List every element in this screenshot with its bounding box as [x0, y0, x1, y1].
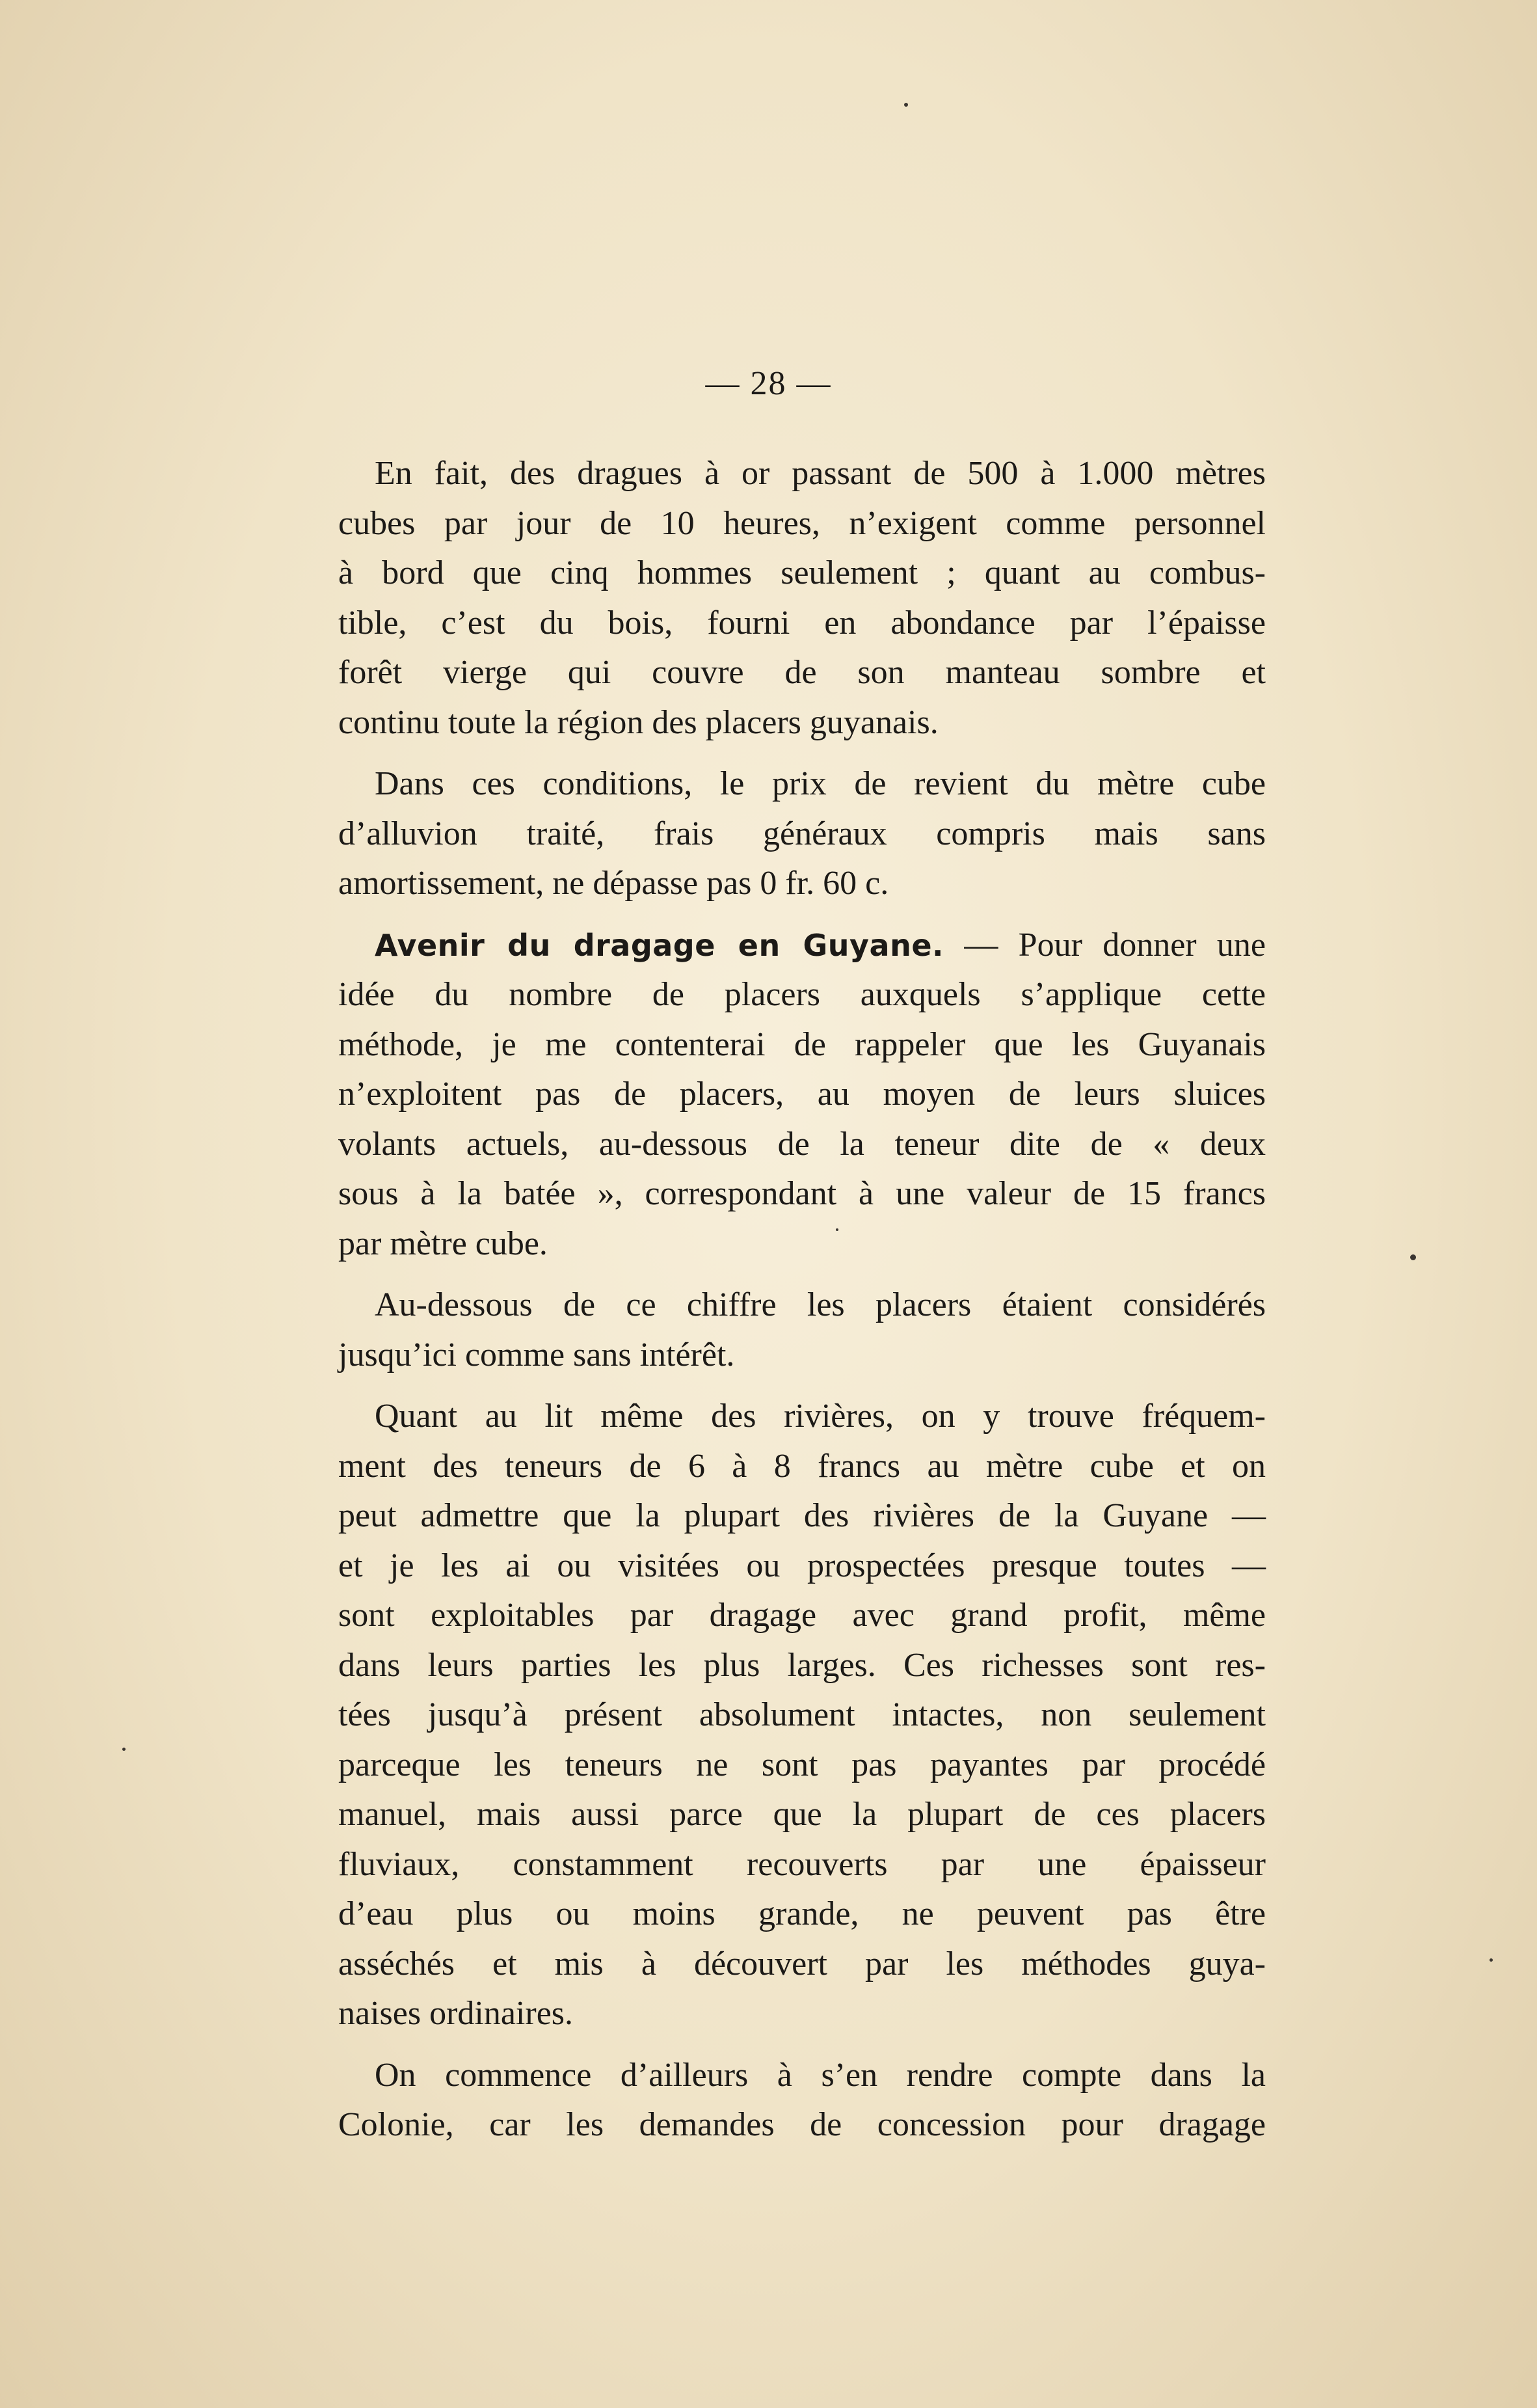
text-line: et je les ai ou visitées ou prospectées presque toutes —: [338, 1547, 1266, 1584]
paper-speck: [122, 1748, 126, 1751]
text-line: ment des teneurs de 6 à 8 francs au mètre cube et on: [338, 1447, 1266, 1485]
text-line: sous à la batée », correspondant à une valeur de 15 francs: [338, 1175, 1266, 1212]
body-text: [338, 449, 1266, 2162]
text-line: d’eau plus ou moins grande, ne peuvent pas être: [338, 1895, 1266, 1932]
text-line: manuel, mais aussi parce que la plupart de ces placers: [338, 1796, 1266, 1833]
text-line: cubes par jour de 10 heures, n’exigent comme personnel: [338, 504, 1266, 542]
paragraph-1: [338, 449, 1266, 748]
paragraph-6: [338, 2051, 1266, 2150]
section-heading: Avenir du dragage en Guyane.: [375, 927, 944, 963]
text-line: idée du nombre de placers auxquels s’applique cette: [338, 976, 1266, 1013]
text-line: dans leurs parties les plus larges. Ces richesses sont res-: [338, 1646, 1266, 1684]
text-line: peut admettre que la plupart des rivières de la Guyane —: [338, 1497, 1266, 1534]
paper-speck: [904, 103, 908, 107]
text-line: continu toute la région des placers guyanais.: [338, 703, 939, 741]
paragraph-4: [338, 1280, 1266, 1380]
text-line: jusqu’ici comme sans intérêt.: [338, 1336, 735, 1373]
text-line: Quant au lit même des rivières, on y trouve fréquem-: [375, 1398, 1266, 1435]
text-line: sont exploitables par dragage avec grand profit, même: [338, 1597, 1266, 1634]
text-run: — Pour donner une: [964, 926, 1266, 964]
text-line: d’alluvion traité, frais généraux compris mais sans: [338, 815, 1266, 852]
text-line: fluviaux, constamment recouverts par une épaisseur: [338, 1845, 1266, 1883]
paragraph-3: [338, 921, 1266, 1269]
text-line: Au-dessous de ce chiffre les placers étaient considérés: [375, 1286, 1266, 1323]
text-line: En fait, des dragues à or passant de 500 à 1.000 mètres: [375, 455, 1266, 492]
text-line: parceque les teneurs ne sont pas payantes par procédé: [338, 1746, 1266, 1783]
text-line: naises ordinaires.: [338, 1995, 574, 2032]
text-line: tées jusqu’à présent absolument intactes, non seulement: [338, 1696, 1266, 1733]
text-line: par mètre cube.: [338, 1224, 548, 1262]
text-line: méthode, je me contenterai de rappeler que les Guyanais: [338, 1025, 1266, 1063]
text-line: à bord que cinq hommes seulement ; quant au combus-: [338, 554, 1266, 591]
text-line: forêt vierge qui couvre de son manteau sombre et: [338, 654, 1266, 691]
text-line: tible, c’est du bois, fourni en abondance par l’épaisse: [338, 604, 1266, 642]
paper-speck: [1410, 1254, 1416, 1260]
paragraph-2: [338, 759, 1266, 909]
text-line: Dans ces conditions, le prix de revient du mètre cube: [375, 765, 1266, 802]
text-line: [338, 921, 1266, 971]
text-line: Colonie, car les demandes de concession pour dragage: [338, 2106, 1266, 2143]
paper-speck: [1490, 1958, 1493, 1962]
page-number: — 28 —: [705, 365, 832, 402]
text-line: volants actuels, au-dessous de la teneur dite de « deux: [338, 1125, 1266, 1163]
text-line: n’exploitent pas de placers, au moyen de leurs sluices: [338, 1075, 1266, 1113]
paragraph-5: [338, 1392, 1266, 2039]
text-line: asséchés et mis à découvert par les méthodes guya-: [338, 1945, 1266, 1982]
paper-speck: [836, 1228, 838, 1231]
text-line: amortissement, ne dépasse pas 0 fr. 60 c.: [338, 865, 889, 902]
text-line: On commence d’ailleurs à s’en rendre compte dans la: [375, 2056, 1266, 2094]
